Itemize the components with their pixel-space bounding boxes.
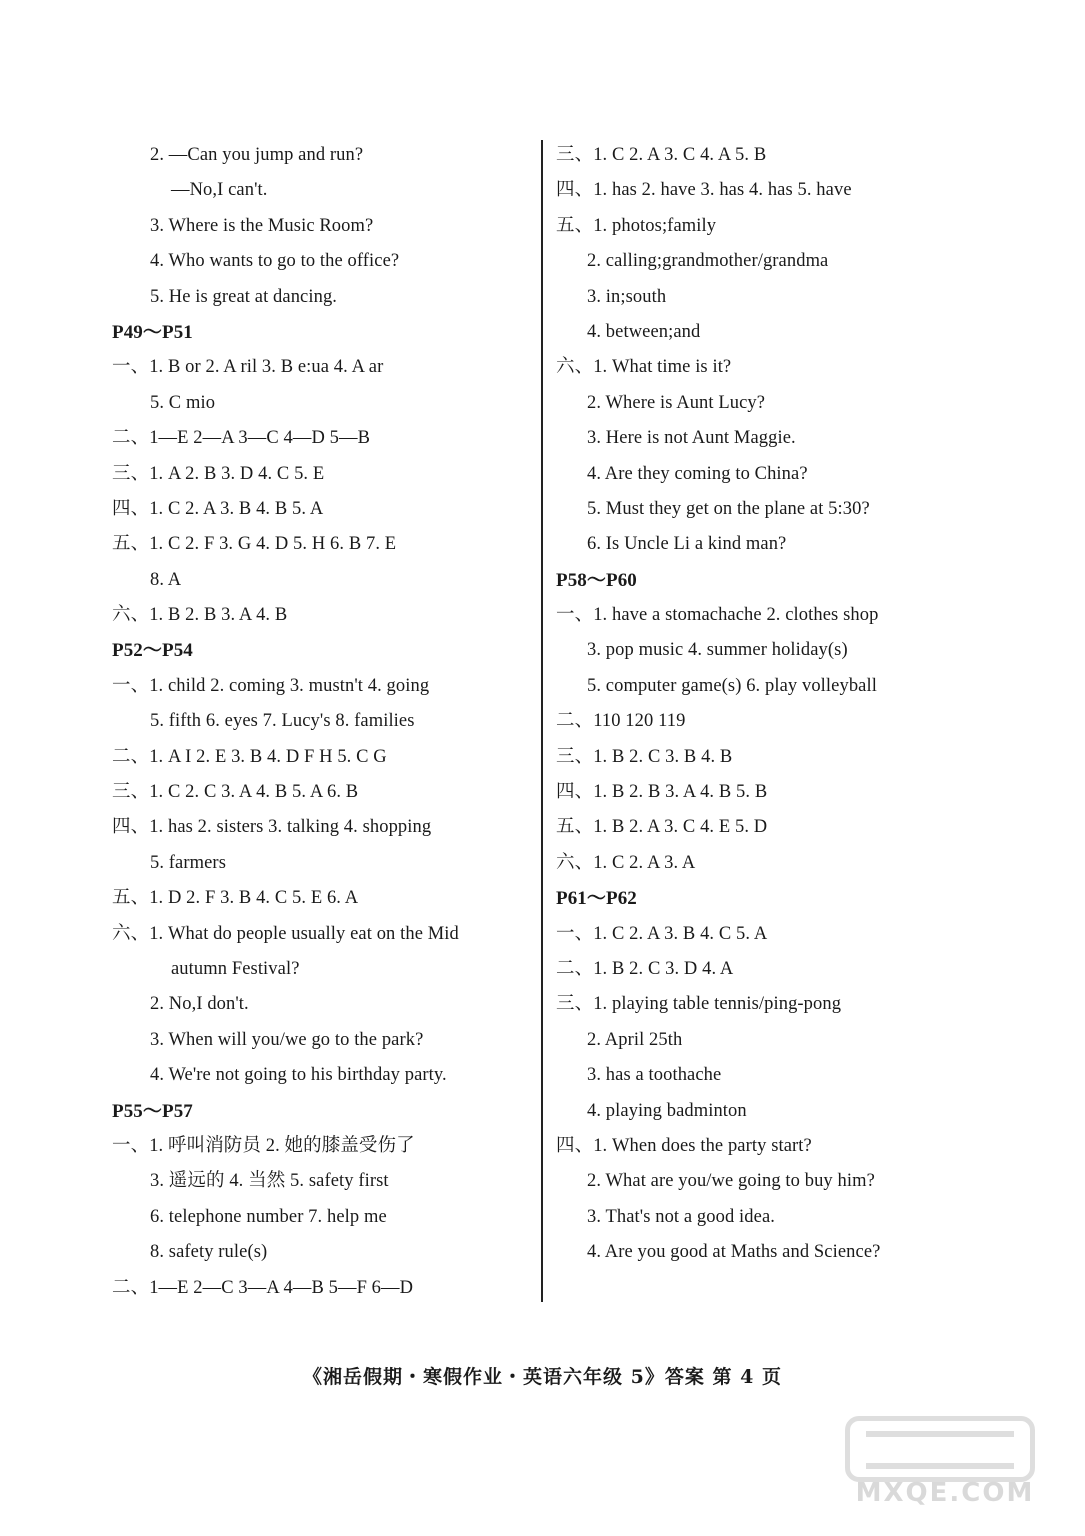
answer-line: 2. What are you/we going to buy him?: [587, 1171, 875, 1192]
left-column: [112, 138, 530, 1306]
answer-line: 五、1. B 2. A 3. C 4. E 5. D: [556, 817, 768, 838]
answer-line: 三、1. C 2. A 3. C 4. A 5. B: [556, 145, 767, 165]
watermark-text: MXQE.COM: [855, 1478, 1035, 1508]
section-heading: P55～P57: [112, 1100, 193, 1122]
answer-line: 4. Are you good at Maths and Science?: [587, 1242, 881, 1263]
answer-line: 一、1. child 2. coming 3. mustn't 4. going: [112, 675, 430, 696]
answer-line: 二、1—E 2—A 3—C 4—D 5—B: [112, 428, 371, 449]
answer-line: 2. calling;grandmother/grandma: [587, 251, 829, 272]
answer-line: 三、1. C 2. C 3. A 4. B 5. A 6. B: [112, 782, 359, 803]
answer-line: 三、1. A 2. B 3. D 4. C 5. E: [112, 463, 325, 484]
watermark-logo: [845, 1416, 1045, 1508]
answer-line: 四、1. When does the party start?: [556, 1135, 812, 1156]
answer-line: 五、1. C 2. F 3. G 4. D 5. H 6. B 7. E: [112, 534, 397, 555]
answer-line: 四、1. has 2. have 3. has 4. has 5. have: [556, 180, 852, 201]
answer-line: 四、1. C 2. A 3. B 4. B 5. A: [112, 498, 324, 519]
answer-line: 5. computer game(s) 6. play volleyball: [587, 675, 877, 696]
answer-line: 二、1—E 2—C 3—A 4—B 5—F 6—D: [112, 1277, 414, 1298]
answer-line: 三、1. playing table tennis/ping-pong: [556, 994, 842, 1015]
section-heading: P58～P60: [556, 569, 637, 591]
answer-line: 3. pop music 4. summer holiday(s): [587, 640, 848, 661]
answer-line: 8. safety rule(s): [150, 1242, 268, 1263]
answer-line: 四、1. B 2. B 3. A 4. B 5. B: [556, 782, 768, 803]
answer-line: 一、1. B or 2. A ril 3. B e:ua 4. A ar: [112, 357, 384, 378]
answer-line: 5. fifth 6. eyes 7. Lucy's 8. families: [150, 711, 415, 732]
answer-line: 3. That's not a good idea.: [587, 1206, 775, 1227]
section-heading: P49～P51: [112, 321, 193, 343]
answer-line: 3. in;south: [587, 286, 667, 307]
answer-line: 五、1. photos;family: [556, 215, 717, 236]
page-footer: 《湘岳假期・寒假作业・英语六年级 5》答案 第 4 页: [303, 1366, 782, 1388]
watermark-icon: [845, 1416, 1035, 1482]
answer-line: 4. playing badminton: [587, 1100, 747, 1121]
answer-line: 8. A: [150, 569, 182, 590]
answer-line: 六、1. B 2. B 3. A 4. B: [112, 605, 288, 626]
answer-line: 4. Are they coming to China?: [587, 463, 808, 484]
answer-line: 2. —Can you jump and run?: [150, 145, 364, 165]
answer-line: 5. farmers: [150, 852, 226, 873]
answer-line: 一、1. have a stomachache 2. clothes shop: [556, 605, 879, 626]
answer-line: 6. Is Uncle Li a kind man?: [587, 534, 787, 555]
answer-line: 5. He is great at dancing.: [150, 286, 338, 307]
answer-line: 六、1. C 2. A 3. A: [556, 852, 696, 873]
answer-line: 3. 遥远的 4. 当然 5. safety first: [150, 1171, 389, 1192]
answer-line: 6. telephone number 7. help me: [150, 1206, 387, 1227]
answer-line: 2. April 25th: [587, 1029, 683, 1050]
answer-line: 4. Who wants to go to the office?: [150, 251, 400, 272]
answer-line: 5. Must they get on the plane at 5:30?: [587, 498, 870, 519]
answer-line: 二、1. A I 2. E 3. B 4. D F H 5. C G: [112, 746, 387, 767]
answer-line: 4. between;and: [587, 321, 701, 342]
column-divider: [541, 140, 543, 1302]
answer-line: 四、1. has 2. sisters 3. talking 4. shopping: [112, 817, 432, 838]
right-column: [556, 138, 976, 1271]
answer-line: 三、1. B 2. C 3. B 4. B: [556, 746, 733, 767]
answer-line: 3. Here is not Aunt Maggie.: [587, 428, 796, 449]
answer-line: 5. C mio: [150, 392, 216, 413]
answer-line: 六、1. What do people usually eat on the Mid: [112, 923, 459, 944]
answer-line: —No,I can't.: [171, 180, 268, 201]
answer-line: 4. We're not going to his birthday party.: [150, 1065, 447, 1086]
answer-line: 2. No,I don't.: [150, 994, 249, 1015]
answer-line: 3. has a toothache: [587, 1065, 722, 1086]
answer-line: 六、1. What time is it?: [556, 357, 732, 378]
section-heading: P61～P62: [556, 888, 637, 910]
answer-line: autumn Festival?: [171, 958, 300, 979]
answer-line: 五、1. D 2. F 3. B 4. C 5. E 6. A: [112, 888, 359, 909]
answer-line: 一、1. 呼叫消防员 2. 她的膝盖受伤了: [112, 1135, 415, 1156]
answer-line: 2. Where is Aunt Lucy?: [587, 392, 766, 413]
answer-line: 3. When will you/we go to the park?: [150, 1029, 424, 1050]
answer-line: 一、1. C 2. A 3. B 4. C 5. A: [556, 923, 768, 944]
section-heading: P52～P54: [112, 640, 193, 662]
answer-line: 3. Where is the Music Room?: [150, 215, 374, 236]
answer-line: 二、110 120 119: [556, 711, 686, 732]
answer-line: 二、1. B 2. C 3. D 4. A: [556, 958, 734, 979]
